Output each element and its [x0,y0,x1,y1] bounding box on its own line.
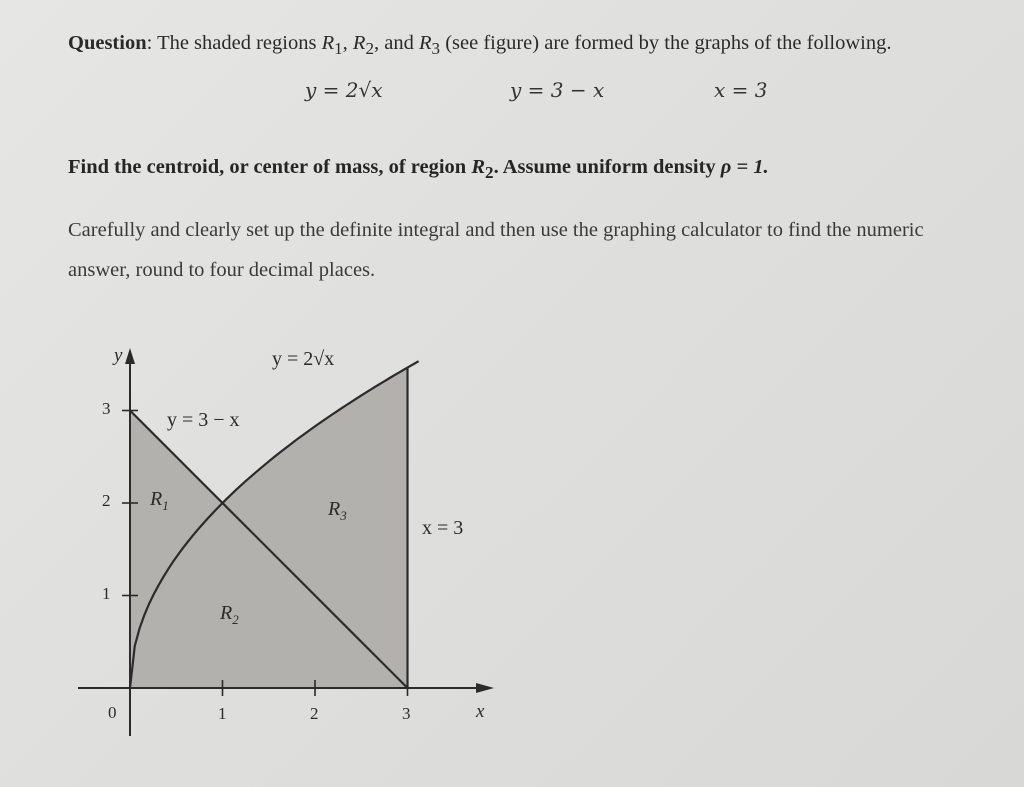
region-figure [70,332,510,757]
x-axis-arrow-icon [476,683,494,693]
y-axis-label: y [114,345,123,366]
x-tick-label-3: 3 [402,704,411,723]
region-label-r2: $R_2$ [220,602,239,627]
region-graph [70,332,510,752]
y-axis-arrow-icon [125,348,135,364]
equation-line: y = 3 − x [510,78,605,102]
equation-vertical: x = 3 [714,78,768,102]
question-text: Question: The shaded regions $R_1$, $R_2$, and $R_3$ (see figure) are formed by the graphs of the following. [68,32,892,59]
y-tick-label-3: 3 [102,399,111,418]
region-label-r1: $R_1$ [150,488,169,513]
curve-label: y = 2√x [272,348,335,370]
vertical-line-label: x = 3 [422,517,464,539]
origin-label: 0 [108,703,117,722]
y-tick-label-2: 2 [102,491,111,510]
x-tick-label-1: 1 [218,704,227,723]
x-axis-label: x [476,701,485,722]
region-label-r3: $R_3$ [328,498,347,523]
x-tick-label-2: 2 [310,704,319,723]
line-label: y = 3 − x [167,409,240,431]
y-tick-label-1: 1 [102,584,111,603]
equation-curve: y = 2√x [305,78,383,102]
question-label: Question [68,32,147,54]
instructions-text: Carefully and clearly set up the definite integral and then use the graphing calculator to find the numeric answer, round to four decimal places. [68,219,924,281]
find-centroid-text: Find the centroid, or center of mass, of region $R_2$. Assume uniform density ρ = 1. [68,156,769,183]
